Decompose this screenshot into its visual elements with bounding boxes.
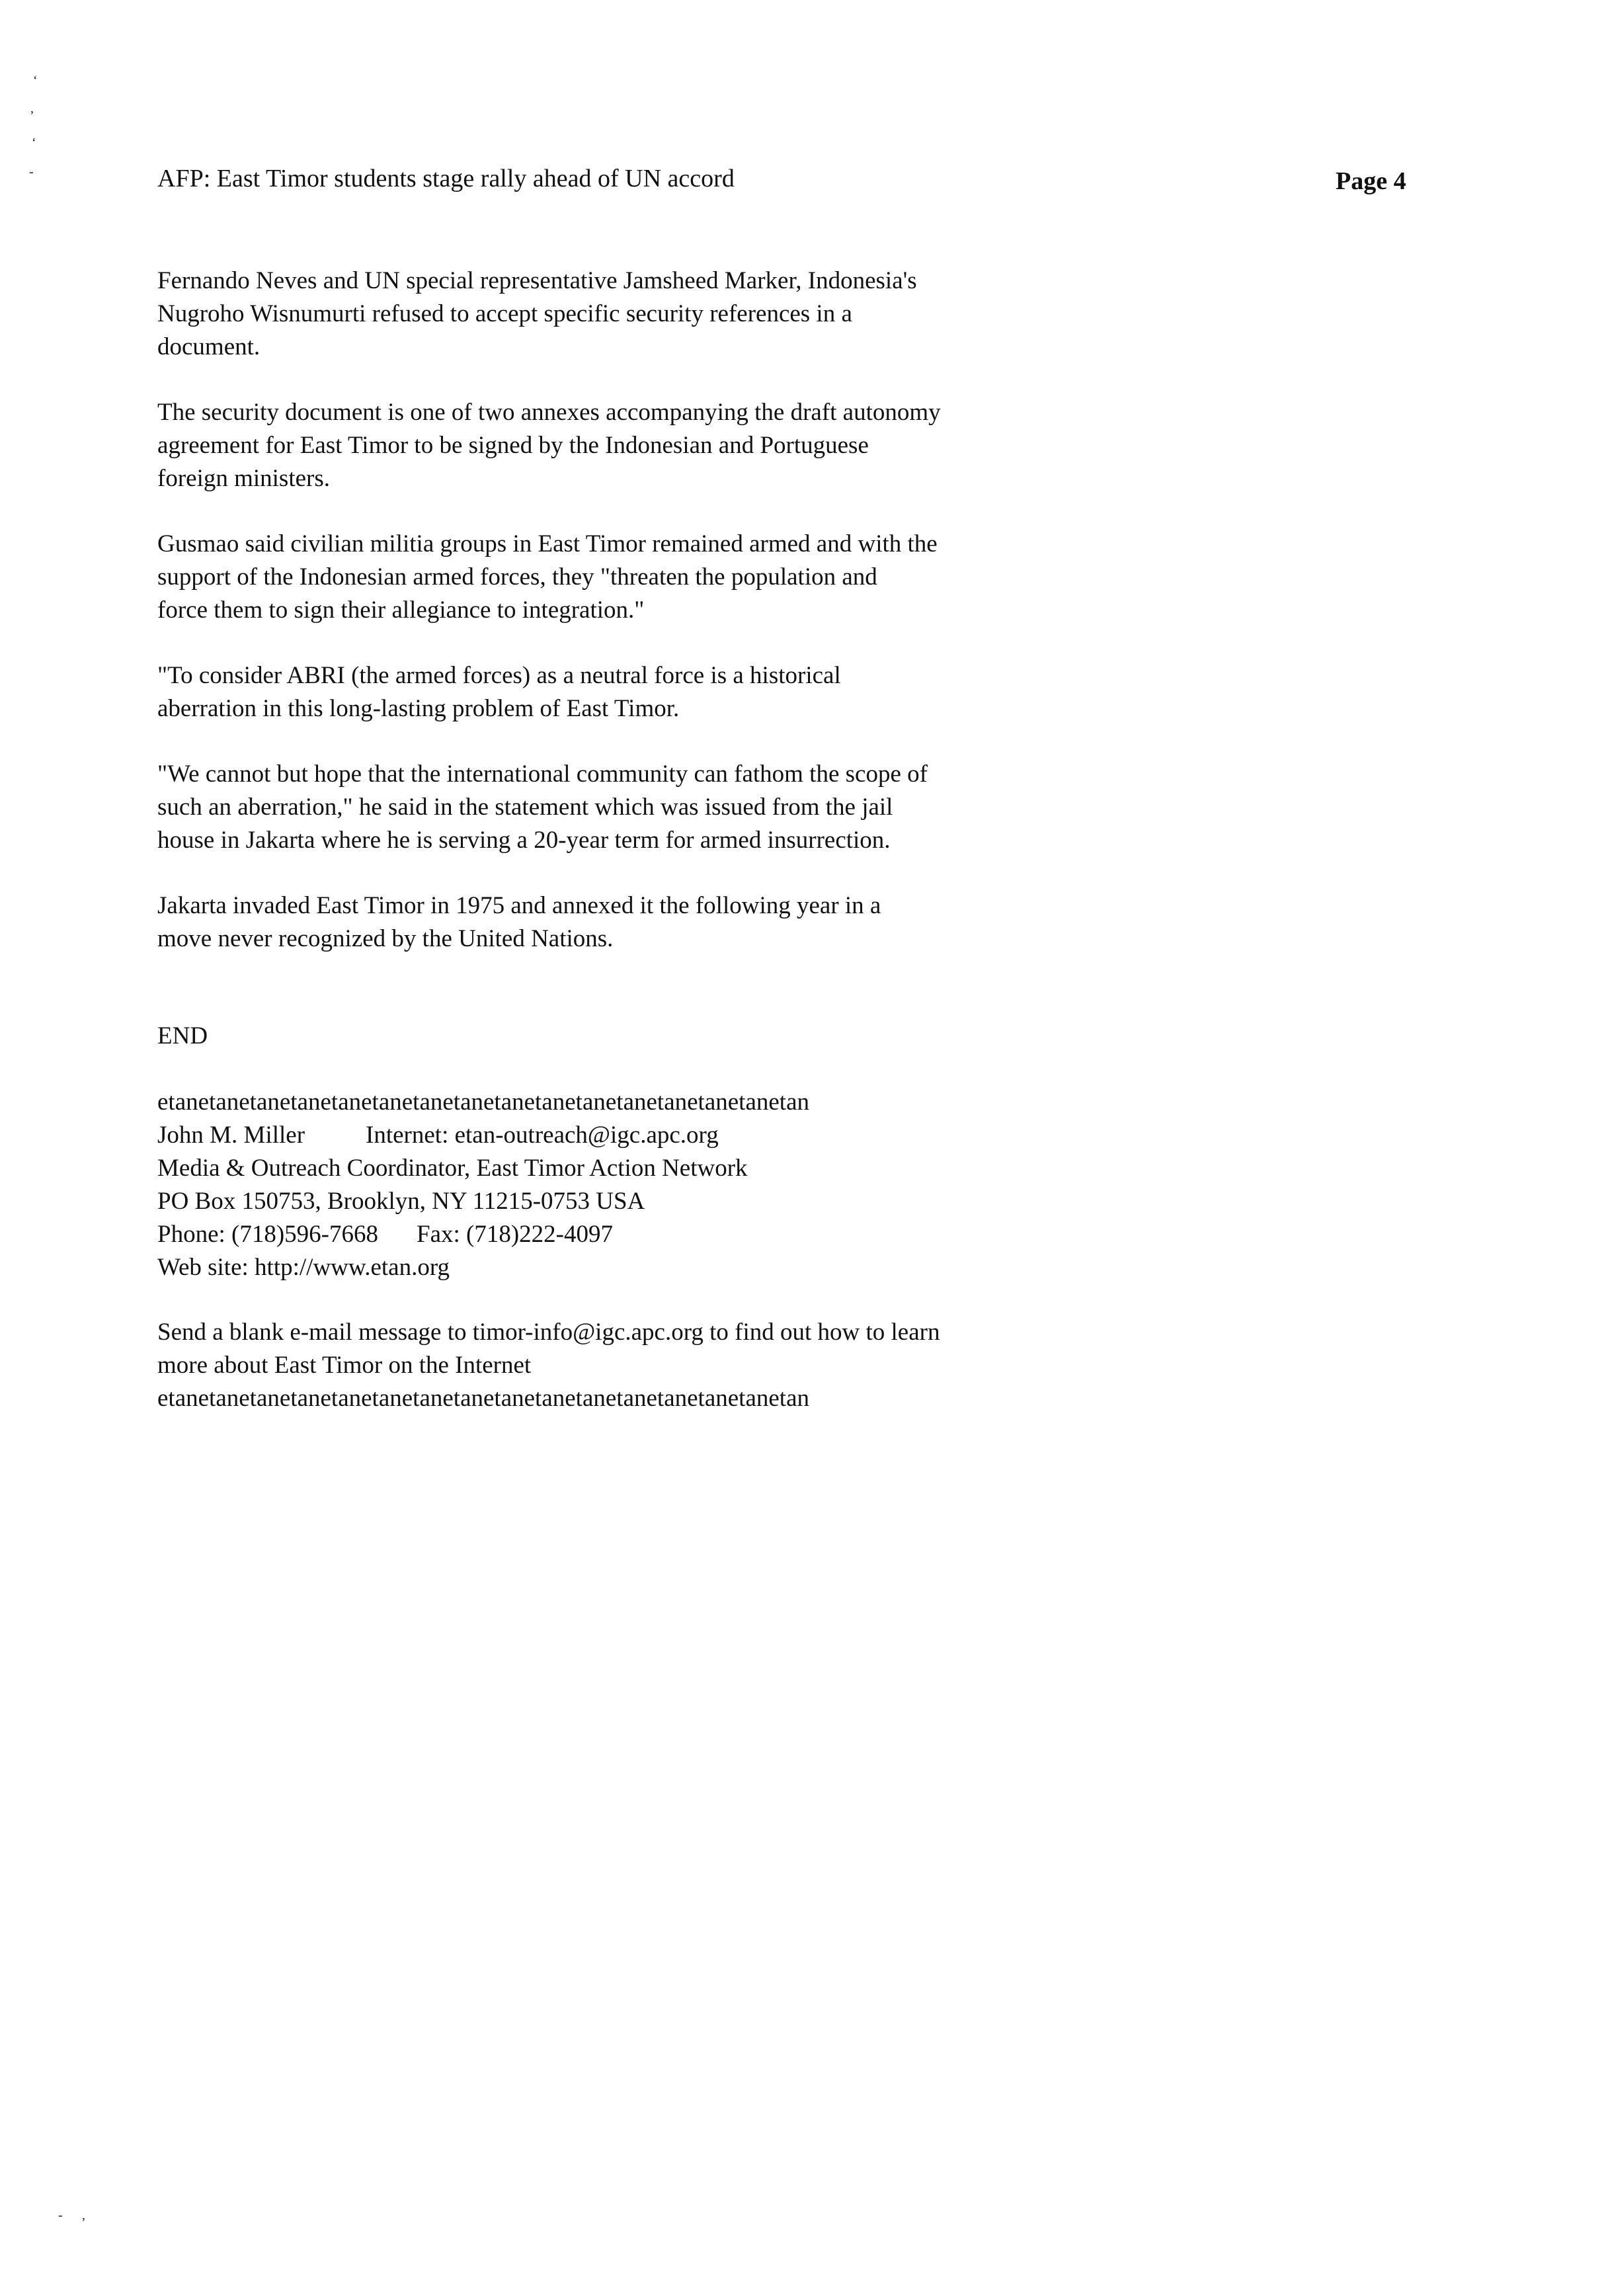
info-line: Send a blank e-mail message to timor-info@igc.apc.org to find out how to learn (157, 1319, 940, 1346)
contact-web-line (157, 1251, 1083, 1284)
end-marker: END (157, 1022, 208, 1049)
scan-mark: - (58, 2208, 63, 2223)
paragraph (157, 396, 1083, 495)
fax-label: Fax: (417, 1221, 460, 1248)
contact-name: John M. Miller (157, 1122, 305, 1149)
info-separator: etanetanetanetanetanetanetanetanetanetanetanetanetanetanetanetan (157, 1385, 809, 1412)
fax-number: (718)222-4097 (466, 1221, 613, 1248)
paragraph-line: aberration in this long-lasting problem of East Timor. (157, 695, 680, 722)
contact-role: Media & Outreach Coordinator, East Timor Action Network (157, 1155, 748, 1182)
paragraph (157, 659, 1083, 725)
paragraph-line: The security document is one of two annexes accompanying the draft autonomy (157, 399, 941, 426)
paragraph-line: move never recognized by the United Nations. (157, 925, 614, 952)
paragraph (157, 758, 1083, 857)
paragraph-line: Nugroho Wisnumurti refused to accept specific security references in a (157, 300, 852, 327)
web-label: Web site: (157, 1254, 249, 1281)
contact-line (157, 1119, 1083, 1152)
paragraph-line: agreement for East Timor to be signed by the Indonesian and Portuguese (157, 432, 869, 459)
signature-block (157, 1086, 1083, 1284)
page-number: Page 4 (1336, 167, 1406, 195)
internet-label: Internet: (366, 1122, 449, 1149)
scan-mark: - (29, 165, 34, 179)
paragraph-line: "We cannot but hope that the international community can fathom the scope of (157, 760, 928, 788)
paragraph (157, 528, 1083, 627)
paragraph (157, 889, 1083, 956)
contact-email: etan-outreach@igc.apc.org (454, 1122, 719, 1149)
scan-mark: , (30, 101, 34, 116)
phone-number: (718)596-7668 (231, 1221, 378, 1248)
paragraph (157, 265, 1083, 364)
web-address: http://www.etan.org (255, 1254, 450, 1281)
info-line: more about East Timor on the Internet (157, 1352, 532, 1379)
paragraph-line: house in Jakarta where he is serving a 20-year term for armed insurrection. (157, 827, 891, 854)
paragraph-line: "To consider ABRI (the armed forces) as a neutral force is a historical (157, 662, 841, 689)
paragraph-line: document. (157, 333, 261, 360)
contact-address: PO Box 150753, Brooklyn, NY 11215-0753 USA (157, 1188, 645, 1215)
paragraph-line: Fernando Neves and UN special representative Jamsheed Marker, Indonesia's (157, 267, 917, 294)
paragraph-line: Jakarta invaded East Timor in 1975 and annexed it the following year in a (157, 892, 881, 919)
paragraph-line: Gusmao said civilian militia groups in East Timor remained armed and with the (157, 530, 938, 557)
page-header-title: AFP: East Timor students stage rally ahead of UN accord (157, 165, 735, 192)
paragraph-line: such an aberration," he said in the statement which was issued from the jail (157, 794, 893, 821)
paragraph-line: support of the Indonesian armed forces, they "threaten the population and (157, 563, 877, 591)
signature-separator: etanetanetanetanetanetanetanetanetanetanetanetanetanetanetanetan (157, 1088, 809, 1116)
scan-mark: , (82, 2208, 85, 2223)
info-block (157, 1316, 1083, 1415)
article-body (157, 265, 1083, 1447)
paragraph-line: foreign ministers. (157, 465, 331, 492)
paragraph-line: force them to sign their allegiance to integration." (157, 596, 645, 624)
scan-mark: ‘ (33, 73, 38, 88)
phone-label: Phone: (157, 1221, 225, 1248)
contact-phone-line (157, 1218, 1083, 1251)
scan-mark: ‘ (32, 136, 36, 150)
